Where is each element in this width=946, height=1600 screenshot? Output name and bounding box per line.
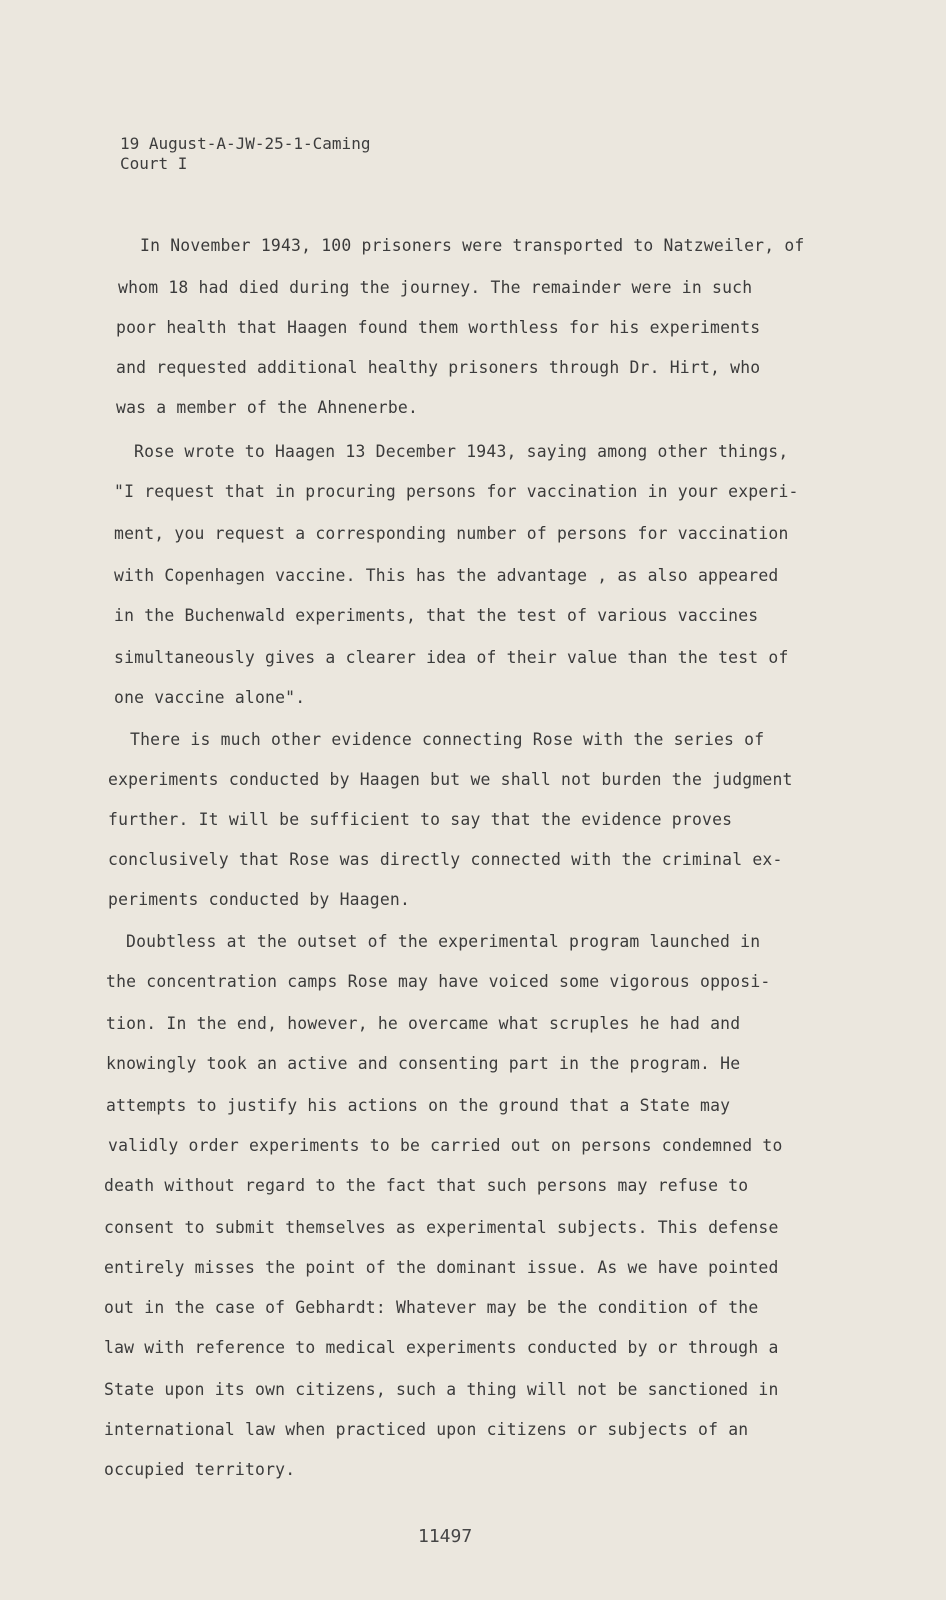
body-line: tion. In the end, however, he overcame what scruples he had and [106, 1014, 741, 1033]
body-line: "I request that in procuring persons for vaccination in your experi- [114, 482, 799, 501]
body-line: poor health that Haagen found them worthless for his experiments [116, 318, 761, 337]
body-line: Doubtless at the outset of the experimental program launched in [126, 932, 761, 951]
body-line: law with reference to medical experiments conducted by or through a [104, 1338, 779, 1357]
header-court: Court I [120, 154, 188, 173]
body-line: whom 18 had died during the journey. The remainder were in such [118, 278, 753, 297]
body-line: was a member of the Ahnenerbe. [116, 398, 419, 417]
body-line: consent to submit themselves as experimental subjects. This defense [104, 1218, 779, 1237]
body-line: occupied territory. [104, 1460, 296, 1479]
body-line: one vaccine alone". [114, 688, 306, 707]
body-line: simultaneously gives a clearer idea of their value than the test of [114, 648, 789, 667]
body-line: attempts to justify his actions on the ground that a State may [106, 1096, 731, 1115]
body-line: in the Buchenwald experiments, that the test of various vaccines [114, 606, 759, 625]
body-line: experiments conducted by Haagen but we shall not burden the judgment [108, 770, 793, 789]
document-header [120, 134, 370, 174]
body-line: out in the case of Gebhardt: Whatever may be the condition of the [104, 1298, 759, 1317]
header-reference: 19 August-A-JW-25-1-Caming [120, 134, 371, 153]
body-line: validly order experiments to be carried out on persons condemned to [108, 1136, 783, 1155]
body-line: and requested additional healthy prisoners through Dr. Hirt, who [116, 358, 761, 377]
body-line: ment, you request a corresponding number of persons for vaccination [114, 524, 789, 543]
body-line: periments conducted by Haagen. [108, 890, 411, 909]
body-line: international law when practiced upon citizens or subjects of an [104, 1420, 749, 1439]
body-line: death without regard to the fact that such persons may refuse to [104, 1176, 749, 1195]
body-line: with Copenhagen vaccine. This has the advantage , as also appeared [114, 566, 779, 585]
body-line: knowingly took an active and consenting part in the program. He [106, 1054, 741, 1073]
body-line: the concentration camps Rose may have voiced some vigorous opposi- [106, 972, 771, 991]
body-line: conclusively that Rose was directly connected with the criminal ex- [108, 850, 783, 869]
body-line: Rose wrote to Haagen 13 December 1943, saying among other things, [134, 442, 789, 461]
body-line: entirely misses the point of the dominant issue. As we have pointed [104, 1258, 779, 1277]
page-number: 11497 [418, 1526, 473, 1547]
body-line: In November 1943, 100 prisoners were transported to Natzweiler, of [140, 236, 805, 255]
body-line: There is much other evidence connecting Rose with the series of [130, 730, 765, 749]
body-line: further. It will be sufficient to say that the evidence proves [108, 810, 733, 829]
body-line: State upon its own citizens, such a thing will not be sanctioned in [104, 1380, 779, 1399]
